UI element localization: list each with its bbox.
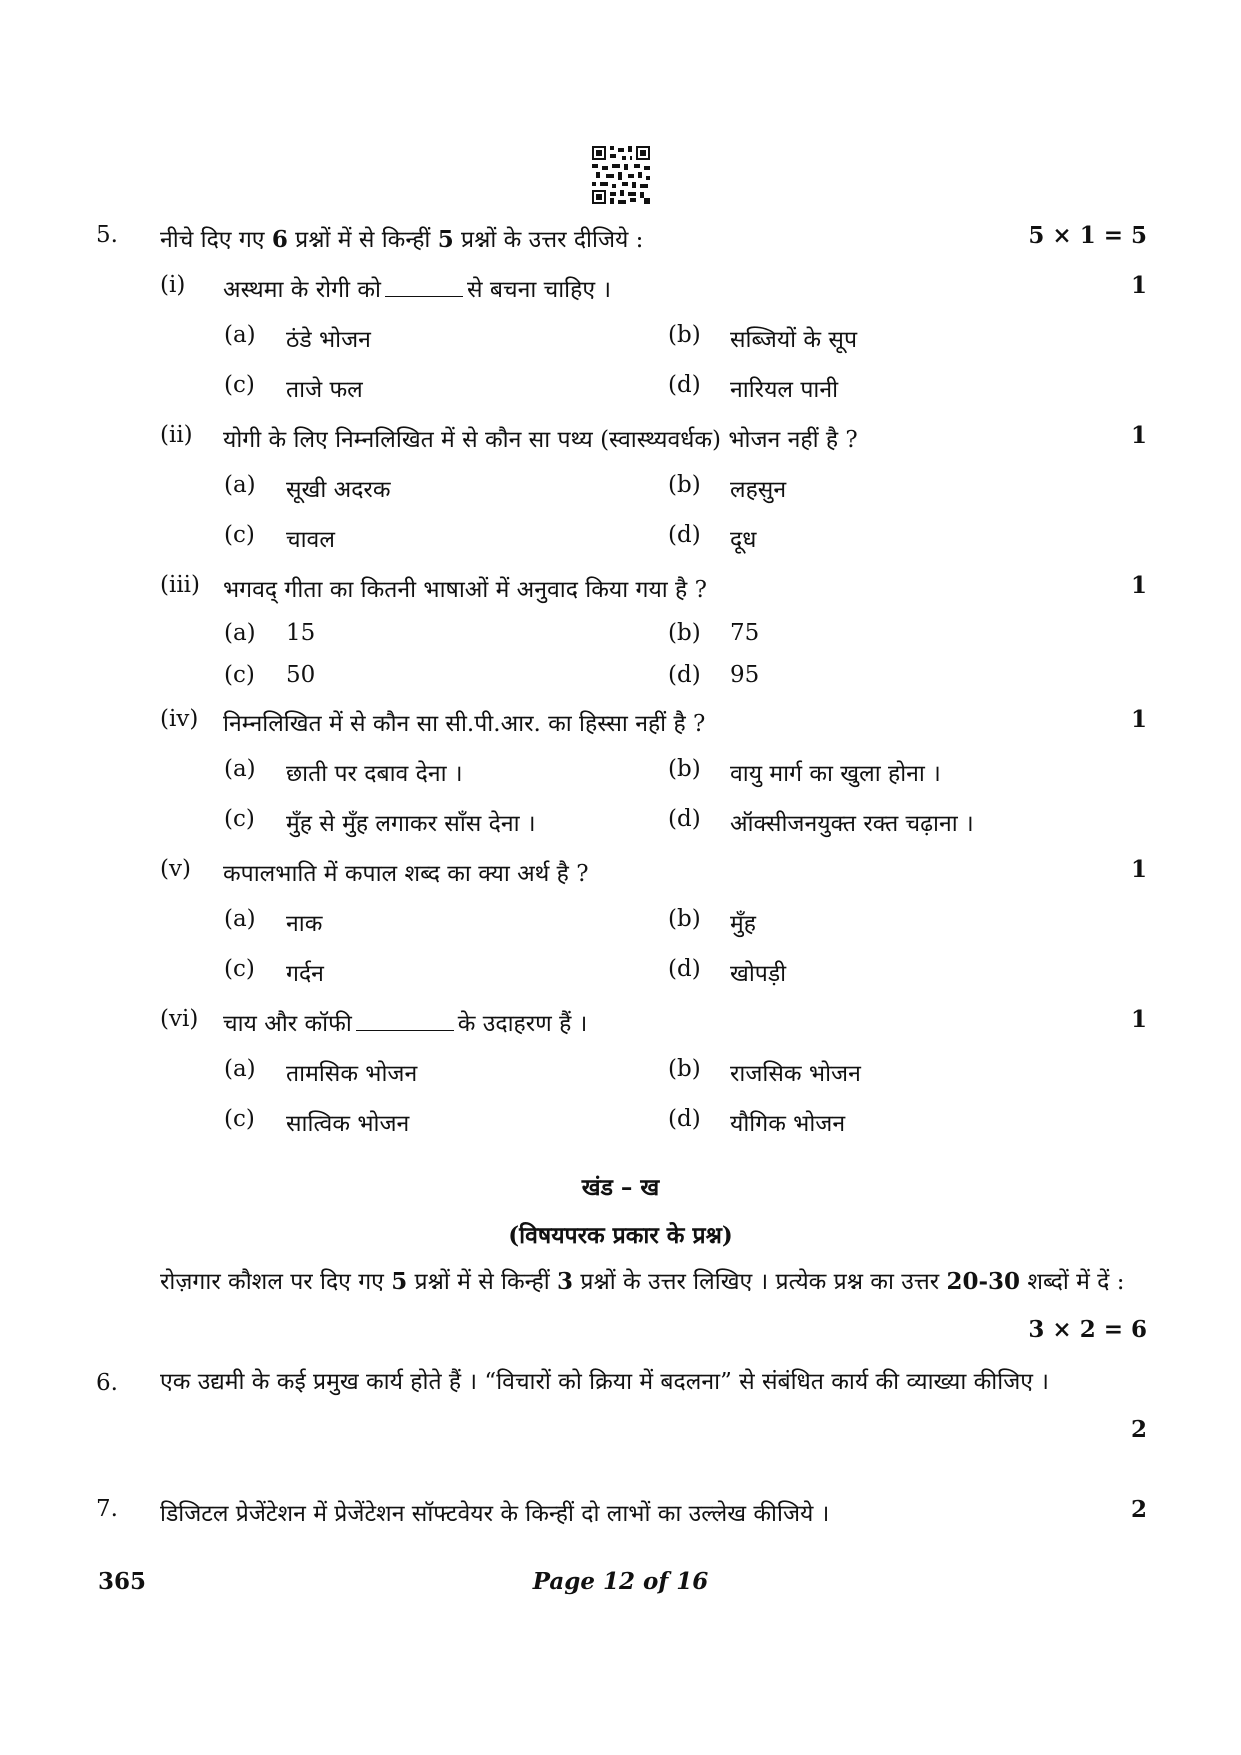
option-text: ताजे फल <box>286 377 363 403</box>
option-text: चावल <box>286 527 335 553</box>
fill-blank <box>385 295 463 297</box>
fill-blank <box>356 1029 454 1031</box>
subquestion-text: योगी के लिए निम्नलिखित में से कौन सा पथ्य (स्वास्थ्यवर्धक) भोजन नहीं है ? <box>223 427 858 453</box>
question-text: एक उद्यमी के कई प्रमुख कार्य होते हैं । “विचारों को क्रिया में बदलना” से संबंधित कार्य की व्याख्या कीजिए । <box>160 1369 1050 1395</box>
subquestion-marks: 1 <box>1130 272 1147 299</box>
section-instruction: रोज़गार कौशल पर दिए गए 5 प्रश्नों में से किन्हीं 3 प्रश्नों के उत्तर लिखिए । प्रत्येक प्रश्न का उत्तर 20-30 शब्दों में दें : <box>160 1268 1125 1295</box>
option-text: नाक <box>286 911 323 937</box>
subquestion-marks: 1 <box>1130 422 1147 449</box>
subquestion-label: (i) <box>160 272 186 298</box>
page-number: Page 12 of 16 <box>532 1568 709 1595</box>
option-label: (d) <box>668 372 701 398</box>
option-text: यौगिक भोजन <box>730 1111 846 1137</box>
option-label: (b) <box>668 906 701 932</box>
option-text: तामसिक भोजन <box>286 1061 418 1087</box>
option-label: (b) <box>668 322 701 348</box>
qr-code-icon <box>592 146 650 204</box>
option-label: (c) <box>224 806 255 832</box>
question-text: नीचे दिए गए 6 प्रश्नों में से किन्हीं 5 प्रश्नों के उत्तर दीजिये : <box>160 226 644 253</box>
option-label: (a) <box>224 620 256 646</box>
paper-code: 365 <box>98 1568 147 1595</box>
section-heading: खंड – ख <box>581 1174 660 1201</box>
option-label: (d) <box>668 806 701 832</box>
option-label: (c) <box>224 372 255 398</box>
subquestion-text: अस्थमा के रोगी को से बचना चाहिए । <box>223 277 612 303</box>
question-number: 6. <box>96 1370 118 1396</box>
option-text: राजसिक भोजन <box>730 1061 861 1087</box>
option-label: (b) <box>668 472 701 498</box>
option-label: (a) <box>224 1056 256 1082</box>
option-label: (d) <box>668 522 701 548</box>
option-text: 75 <box>730 620 760 646</box>
subquestion-text: निम्नलिखित में से कौन सा सी.पी.आर. का हिस्सा नहीं है ? <box>223 711 706 737</box>
section-marks: 3 × 2 = 6 <box>1028 1316 1147 1343</box>
option-label: (d) <box>668 956 701 982</box>
option-text: नारियल पानी <box>730 377 839 403</box>
subquestion-label: (vi) <box>160 1006 199 1032</box>
option-label: (c) <box>224 956 255 982</box>
option-label: (d) <box>668 1106 701 1132</box>
option-text: सात्विक भोजन <box>286 1111 410 1137</box>
subquestion-marks: 1 <box>1130 572 1147 599</box>
option-text: 95 <box>730 662 760 688</box>
option-text: खोपड़ी <box>730 961 787 987</box>
question-number: 5. <box>96 222 118 248</box>
subquestion-text: कपालभाति में कपाल शब्द का क्या अर्थ है ? <box>223 861 589 887</box>
option-text: दूध <box>730 527 757 553</box>
option-text: छाती पर दबाव देना । <box>286 761 463 787</box>
subquestion-text: भगवद् गीता का कितनी भाषाओं में अनुवाद किया गया है ? <box>223 577 707 603</box>
subquestion-label: (ii) <box>160 422 193 448</box>
option-text: गर्दन <box>286 961 324 987</box>
option-text: 15 <box>286 620 316 646</box>
subquestion-marks: 1 <box>1130 856 1147 883</box>
option-label: (b) <box>668 1056 701 1082</box>
option-label: (a) <box>224 322 256 348</box>
option-text: ऑक्सीजनयुक्त रक्त चढ़ाना । <box>730 811 974 837</box>
option-text: मुँह से मुँह लगाकर साँस देना । <box>286 811 536 837</box>
subquestion-marks: 1 <box>1130 1006 1147 1033</box>
option-text: ठंडे भोजन <box>286 327 371 353</box>
option-text: वायु मार्ग का खुला होना । <box>730 761 941 787</box>
subquestion-label: (iv) <box>160 706 199 732</box>
subquestion-text: चाय और कॉफी के उदाहरण हैं । <box>223 1011 588 1037</box>
option-text: मुँह <box>730 911 756 937</box>
question-text: डिजिटल प्रेजेंटेशन में प्रेजेंटेशन सॉफ्टवेयर के किन्हीं दो लाभों का उल्लेख कीजिये । <box>160 1501 830 1527</box>
option-label: (c) <box>224 1106 255 1132</box>
option-label: (b) <box>668 620 701 646</box>
option-label: (a) <box>224 906 256 932</box>
option-text: लहसुन <box>730 477 787 503</box>
option-label: (d) <box>668 662 701 688</box>
option-label: (a) <box>224 756 256 782</box>
option-text: सूखी अदरक <box>286 477 391 503</box>
question-number: 7. <box>96 1496 118 1522</box>
option-text: 50 <box>286 662 316 688</box>
question-marks: 5 × 1 = 5 <box>1028 222 1147 249</box>
option-label: (c) <box>224 662 255 688</box>
option-label: (b) <box>668 756 701 782</box>
option-label: (a) <box>224 472 256 498</box>
subquestion-marks: 1 <box>1130 706 1147 733</box>
section-subheading: (विषयपरक प्रकार के प्रश्न) <box>508 1222 733 1249</box>
subquestion-label: (v) <box>160 856 191 882</box>
subquestion-label: (iii) <box>160 572 201 598</box>
question-marks: 2 <box>1130 1416 1147 1443</box>
option-label: (c) <box>224 522 255 548</box>
question-marks: 2 <box>1130 1496 1147 1523</box>
option-text: सब्जियों के सूप <box>730 327 858 353</box>
